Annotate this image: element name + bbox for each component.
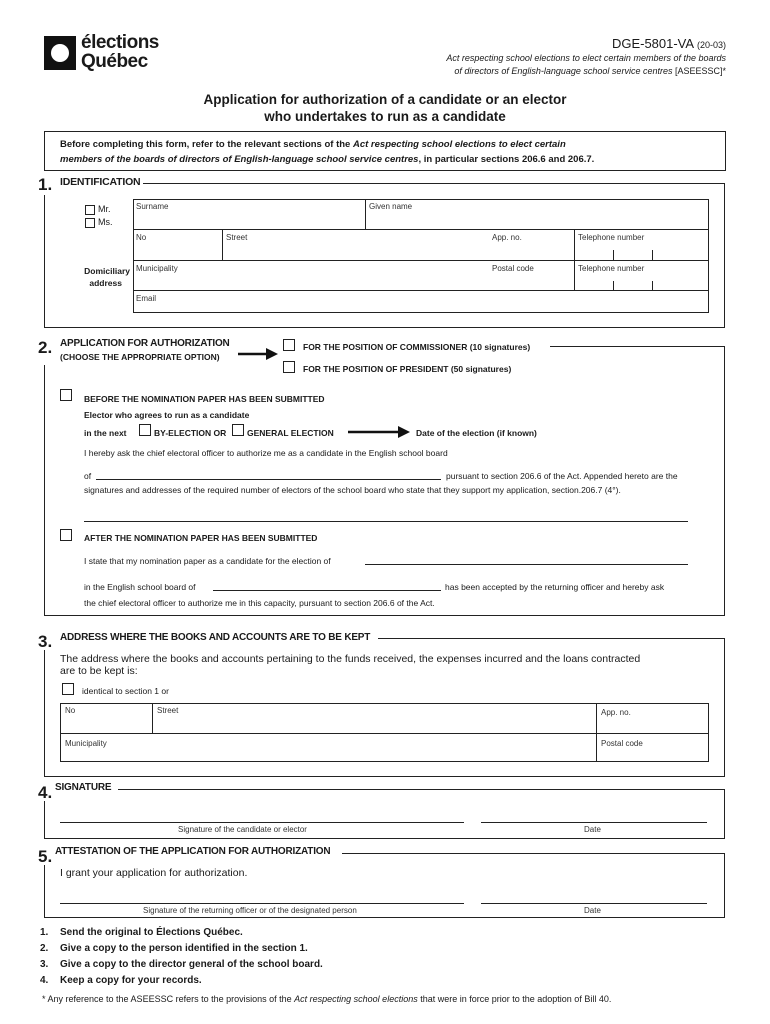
app-no-field[interactable]: App. no. bbox=[492, 233, 522, 242]
arrow-right-icon bbox=[348, 426, 410, 438]
identification-grid bbox=[133, 199, 709, 313]
candidate-date-label: Date bbox=[584, 825, 601, 834]
by-election-checkbox[interactable] bbox=[139, 424, 151, 436]
act-line2: of directors of English-language school service centres [ASEESSC]* bbox=[454, 66, 726, 76]
after-submitted-title: AFTER THE NOMINATION PAPER HAS BEEN SUBMITTED bbox=[84, 533, 318, 543]
instruction-item: 4. Keep a copy for your records. bbox=[40, 975, 202, 986]
postal-code-field[interactable]: Postal code bbox=[492, 264, 534, 273]
logo-line2: Québec bbox=[81, 51, 148, 72]
officer-signature-line[interactable] bbox=[60, 903, 464, 904]
mr-label: Mr. bbox=[98, 204, 111, 214]
section5-title: ATTESTATION OF THE APPLICATION FOR AUTHORIZATION bbox=[55, 846, 331, 857]
has-been-accepted-text: has been accepted by the returning officer and hereby ask bbox=[445, 582, 665, 592]
books-no-field[interactable]: No bbox=[65, 706, 76, 715]
municipality-field[interactable]: Municipality bbox=[136, 264, 178, 273]
surname-field[interactable]: Surname bbox=[136, 202, 169, 211]
section3-text: The address where the books and accounts pertaining to the funds received, the expenses incurred and the loans contracted are to be kept is: bbox=[60, 653, 641, 677]
by-election-label: BY-ELECTION OR bbox=[154, 428, 227, 438]
after-submitted-checkbox[interactable] bbox=[60, 529, 72, 541]
identical-checkbox[interactable] bbox=[62, 683, 74, 695]
date-of-election-label: Date of the election (if known) bbox=[416, 428, 537, 438]
election-of-line[interactable] bbox=[365, 564, 688, 565]
street-field[interactable]: Street bbox=[226, 233, 248, 242]
pursuant-text: pursuant to section 206.6 of the Act. Appended hereto are the bbox=[446, 471, 678, 481]
ms-checkbox[interactable] bbox=[85, 218, 95, 228]
candidate-signature-line[interactable] bbox=[60, 822, 464, 823]
signatures-text: signatures and addresses of the required number of electors of the school board who state that they support my application, section.206.7 (4°). bbox=[84, 485, 621, 495]
elector-agrees-text: Elector who agrees to run as a candidate bbox=[84, 410, 250, 420]
commissioner-checkbox[interactable] bbox=[283, 339, 295, 351]
instruction-item: 2. Give a copy to the person identified in the section 1. bbox=[40, 943, 308, 954]
president-label: FOR THE POSITION OF PRESIDENT (50 signatures) bbox=[303, 364, 512, 374]
chief-officer-text: the chief electoral officer to authorize me in this capacity, pursuant to section 206.6 of the Act. bbox=[84, 598, 435, 608]
instruction-item: 1. Send the original to Élections Québec. bbox=[40, 927, 243, 938]
mr-checkbox[interactable] bbox=[85, 205, 95, 215]
section1-number: 1. bbox=[38, 175, 53, 194]
telephone-field-2[interactable]: Telephone number bbox=[578, 264, 645, 273]
section1-title: IDENTIFICATION bbox=[60, 176, 141, 188]
general-election-checkbox[interactable] bbox=[232, 424, 244, 436]
section4-number: 4. bbox=[38, 783, 53, 802]
section2-subtitle: (CHOOSE THE APPROPRIATE OPTION) bbox=[60, 352, 220, 362]
address-label: address bbox=[89, 278, 122, 288]
section2-number: 2. bbox=[38, 338, 53, 357]
section4-title: SIGNATURE bbox=[55, 782, 112, 793]
act-line1: Act respecting school elections to elect certain members of the boards bbox=[446, 53, 726, 63]
officer-signature-label: Signature of the returning officer or of the designated person bbox=[143, 906, 357, 915]
intro-text: Before completing this form, refer to the relevant sections of the Act respecting school elections to elect certain members of the boards of directors of English-language school service centres, in particular sections 206.6 and 206.7. bbox=[60, 139, 595, 165]
president-checkbox[interactable] bbox=[283, 361, 295, 373]
state-that-text: I state that my nomination paper as a candidate for the election of bbox=[84, 556, 331, 566]
logo bbox=[44, 34, 184, 74]
before-submitted-title: BEFORE THE NOMINATION PAPER HAS BEEN SUBMITTED bbox=[84, 394, 325, 404]
logo-line1: élections bbox=[81, 32, 159, 53]
before-submitted-checkbox[interactable] bbox=[60, 389, 72, 401]
officer-date-line[interactable] bbox=[481, 903, 707, 904]
candidate-signature-label: Signature of the candidate or elector bbox=[178, 825, 307, 834]
section5-number: 5. bbox=[38, 847, 53, 866]
given-name-field[interactable]: Given name bbox=[369, 202, 413, 211]
ms-label: Ms. bbox=[98, 217, 113, 227]
books-postal-code-field[interactable]: Postal code bbox=[601, 739, 643, 748]
candidate-date-line[interactable] bbox=[481, 822, 707, 823]
english-board-line[interactable] bbox=[213, 590, 441, 591]
form-code: DGE-5801-VA (20-03) bbox=[611, 36, 726, 51]
form-title-line1: Application for authorization of a candidate or an elector bbox=[203, 92, 567, 107]
officer-date-label: Date bbox=[584, 906, 601, 915]
section1-rule bbox=[143, 183, 724, 184]
books-street-field[interactable]: Street bbox=[157, 706, 179, 715]
footnote: * Any reference to the ASEESSC refers to the provisions of the Act respecting school elections that were in force prior to the adoption of Bill 40. bbox=[42, 994, 612, 1004]
books-app-no-field[interactable]: App. no. bbox=[601, 708, 631, 717]
hereby-ask-text: I hereby ask the chief electoral officer to authorize me as a candidate in the English school board bbox=[84, 448, 448, 458]
of-label: of bbox=[84, 471, 92, 481]
section2-title: APPLICATION FOR AUTHORIZATION bbox=[60, 338, 230, 349]
in-english-board-text: in the English school board of bbox=[84, 582, 196, 592]
domiciliary-label: Domiciliary bbox=[84, 266, 130, 276]
identical-label: identical to section 1 or bbox=[82, 686, 169, 696]
in-the-next-text: in the next bbox=[84, 428, 127, 438]
email-field[interactable]: Email bbox=[136, 294, 157, 303]
arrow-right-icon bbox=[238, 348, 278, 360]
form-title-line2: who undertakes to run as a candidate bbox=[264, 109, 506, 124]
general-election-label: GENERAL ELECTION bbox=[247, 428, 334, 438]
instructions-list bbox=[40, 925, 323, 989]
instruction-item: 3. Give a copy to the director general of the school board. bbox=[40, 959, 323, 970]
school-board-line[interactable] bbox=[96, 479, 441, 480]
commissioner-label: FOR THE POSITION OF COMMISSIONER (10 signatures) bbox=[303, 342, 531, 352]
books-municipality-field[interactable]: Municipality bbox=[65, 739, 107, 748]
no-field[interactable]: No bbox=[136, 233, 147, 242]
grant-text: I grant your application for authorization. bbox=[60, 867, 248, 879]
section3-title: ADDRESS WHERE THE BOOKS AND ACCOUNTS ARE TO BE KEPT bbox=[60, 632, 371, 643]
elections-quebec-logo-icon bbox=[44, 36, 76, 70]
section3-number: 3. bbox=[38, 632, 53, 651]
telephone-field-1[interactable]: Telephone number bbox=[578, 233, 645, 242]
